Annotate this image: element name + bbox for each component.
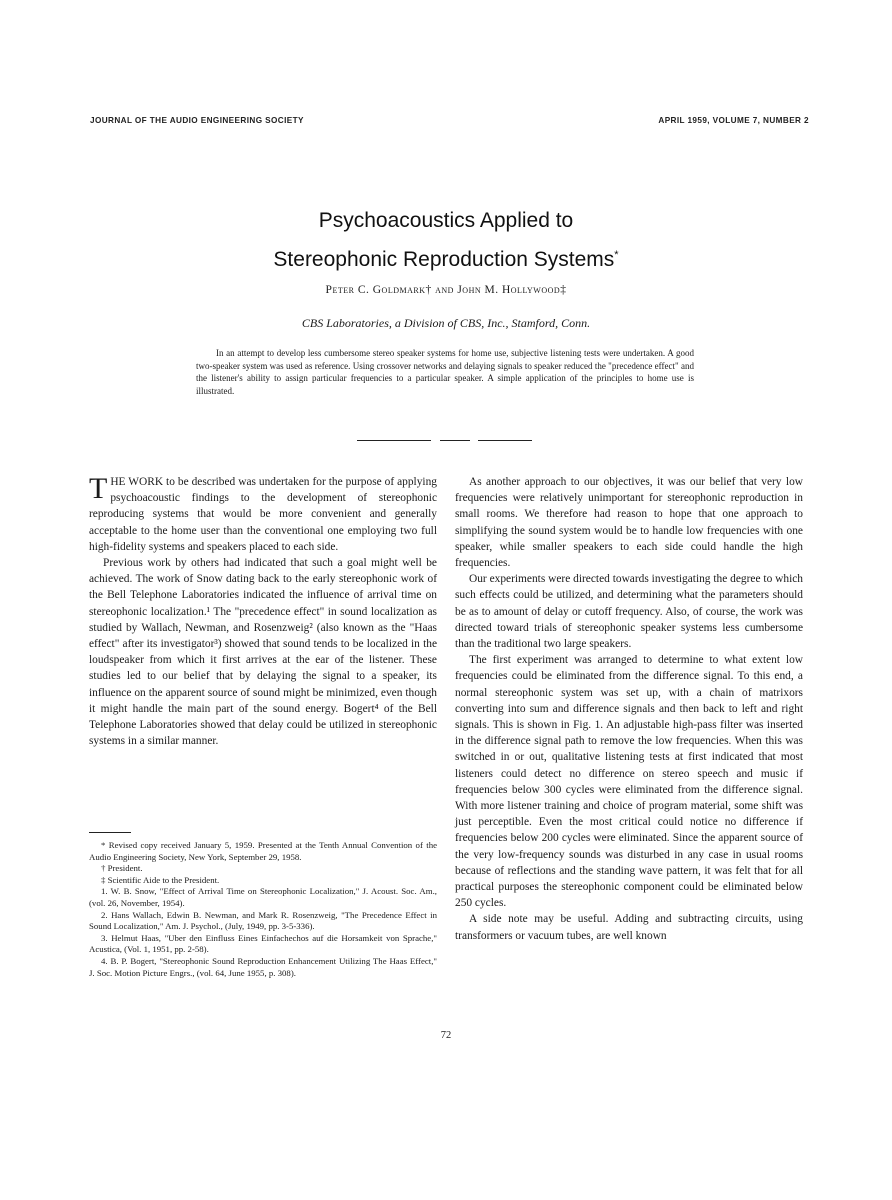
abstract: In an attempt to develop less cumbersome stereo speaker systems for home use, subjective listening tests were undertaken. A good two-speaker system was used as reference. Using crossover networks and delaying signals to speaker reduced the "precedence effect" and the listener's ability to assign particular frequencies to a particular speaker. A simple application of the principles to home use is illustrated. [196,348,694,396]
paragraph-r2: Our experiments were directed towards investigating the degree to which such effects could be utilized, and determining what the parameters should be as to amount of delay or cutoff frequency. Also, of course, the work was directed toward trials of stereophonic speaker systems less cumbersome than the traditional two large speakers. [455,573,803,651]
footnote-star: * Revised copy received January 5, 1959. Presented at the Tenth Annual Convention of the Audio Engineering Society, New York, September 29, 1958. [89,840,437,862]
paragraph-2: Previous work by others had indicated that such a goal might well be achieved. The work of Snow dating back to the early stereophonic work of the Bell Telephone Laboratories indicated the influence of arrival time on stereophonic localization.¹ The "precedence effect" in sound localization as studied by Wallach, Newman, and Rosenzweig² (also known as the "Haas effect" after its investigator³) showed that sound tends to be localized in the loudspeaker from which it first arrives at the ear of the listener. These studies led to our belief that by delaying the signal to a speaker, its influence on the apparent source of sound might be minimized, even though it might handle the main part of the sound energy. Bogert⁴ of the Bell Telephone Laboratories showed that delay could be utilized in stereophonic systems in a similar manner. [89,557,437,748]
paragraph-r1: As another approach to our objectives, it was our belief that very low frequencies were relatively unimportant for stereophonic reproduction in small rooms. We therefore had reason to hope that one approach to simplifying the sound system would be to handle low frequencies with one speaker, while smaller speakers to each side could handle the high frequencies. [455,476,803,570]
paragraph-1-text: to be described was undertaken for the purpose of applying psychoacoustic findings to the development of stereophonic reproducing systems that would be more convenient and generally acceptable to the home user than the conventional one employing two full high-fidelity systems and speakers placed to each side. [89,476,437,553]
page-number: 72 [440,1030,452,1041]
separator-rule-3 [478,440,532,441]
paragraph-r3: The first experiment was arranged to determine to what extent low frequencies could be eliminated from the difference signal. To this end, a normal stereophonic system was set up, with a chain of matrixors converting into sum and difference signals and then back to left and right signals. This is shown in Fig. 1. An adjustable high-pass filter was inserted in the difference signal path to remove the low frequencies. When this was switched in or out, qualitative listening tests at first indicated that most listeners could detect no difference on stereo speech and music if frequencies below 300 cycles were eliminated from the difference signal. With more listener training and choice of program material, some shift was just perceptible. Even the most critical could notice no difference if frequencies below 200 cycles were eliminated. Since the apparent source of the very low-frequency sounds was disturbed in any case in usual rooms because of reflections and the standing wave pattern, it was felt that for all practical purposes the stereophonic component could be eliminated below 250 cycles. [455,654,803,910]
separator-rule-1 [357,440,431,441]
author-line: Peter C. Goldmark† and John M. Hollywood‡ [325,284,567,296]
title-line-1: Psychoacoustics Applied to [318,209,574,232]
issue-info: APRIL 1959, VOLUME 7, NUMBER 2 [658,116,809,125]
footnote-2: 2. Hans Wallach, Edwin B. Newman, and Mark R. Rosenzweig, "The Precedence Effect in Sound Localization," Am. J. Psychol., (July, 1949, pp. 3-5-336). [89,909,437,932]
footnotes [89,840,437,979]
affiliation: CBS Laboratories, a Division of CBS, Inc., Stamford, Conn. [301,316,591,330]
title-line-2-text: Stereophonic Reproduction Systems [273,248,615,271]
separator-rule-2 [440,440,470,441]
footnote-4: 4. B. P. Bogert, "Stereophonic Sound Reproduction Enhancement Utilizing The Haas Effect," J. Soc. Motion Picture Engrs., (vol. 64, June 1955, p. 308). [89,955,437,978]
left-column [89,474,437,749]
footnote-3: 3. Helmut Haas, "Uber den Einfluss Eines Einfachechos auf die Horsamkeit von Sprache," Acustica, (Vol. 1, 1951, pp. 2-58). [89,932,437,955]
footnote-double-dagger: ‡ Scientific Aide to the President. [101,874,220,885]
title-footnote-mark: * [614,249,619,261]
footnote-1: 1. W. B. Snow, "Effect of Arrival Time on Stereophonic Localization," J. Acoust. Soc. Am., (vol. 26, November, 1954). [89,886,437,908]
paragraph-1 [89,474,437,555]
drop-cap: T [89,472,108,505]
footnote-rule [89,832,131,833]
right-column [455,474,803,944]
lead-words: HE WORK [110,476,164,488]
paragraph-r4: A side note may be useful. Adding and subtracting circuits, using transformers or vacuum tubes, are well known [455,913,803,942]
title-line-2 [0,238,892,277]
footnote-dagger: † President. [101,863,143,874]
journal-name: JOURNAL OF THE AUDIO ENGINEERING SOCIETY [90,116,304,125]
